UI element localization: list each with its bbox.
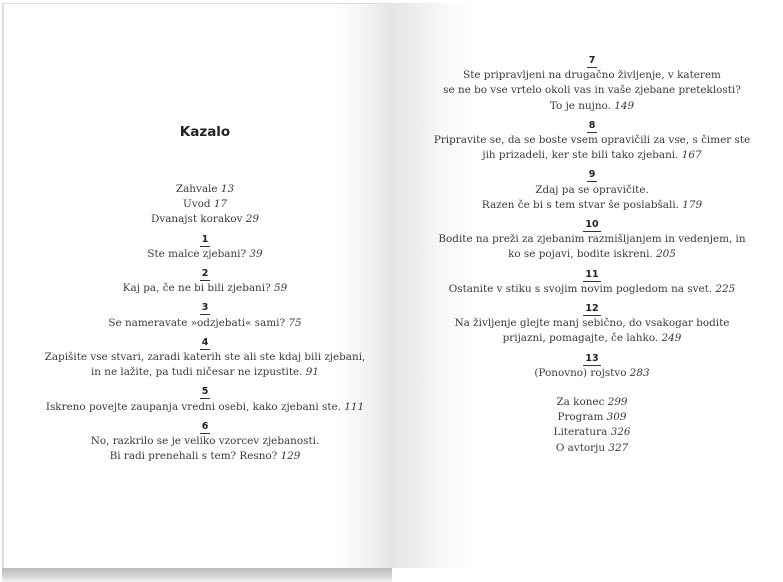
chapter-title-line	[0, 434, 410, 449]
chapter-number: 6	[201, 420, 209, 432]
chapter-entry	[392, 297, 783, 347]
entry-title: Za konec	[556, 396, 605, 409]
chapter-entry	[392, 49, 783, 114]
toc-entry	[0, 212, 410, 227]
page-number: 309	[606, 411, 627, 424]
page-number: 149	[614, 99, 635, 112]
chapter-number-row	[392, 114, 783, 133]
chapter-title-text: se ne bo vse vrtelo okoli vas in vaše zjebane preteklosti?	[443, 84, 741, 97]
chapter-title-text: Zapišite vse stvari, zaradi katerih ste ali ste kdaj bili zjebani,	[44, 351, 366, 364]
chapter-number-row	[392, 163, 783, 182]
page-number: 327	[608, 441, 629, 454]
chapter-title-text: No, razkrilo se je veliko vzorcev zjebanosti.	[90, 435, 320, 448]
chapter-title-text: To je nujno.	[549, 99, 611, 112]
chapter-number-row	[0, 262, 410, 281]
chapter-title-text: (Ponovno) rojstvo	[534, 366, 627, 379]
chapter-number-row	[0, 228, 410, 247]
chapter-entry	[0, 262, 410, 296]
page-number: 283	[629, 366, 650, 379]
chapter-title-text: Ste malce zjebani?	[147, 247, 247, 260]
chapter-number-row	[392, 347, 783, 366]
page-number: 29	[245, 213, 259, 226]
chapter-number-row	[0, 380, 410, 399]
chapter-title-text: Zdaj pa se opravičite.	[535, 183, 649, 196]
chapter-number: 1	[201, 233, 209, 245]
chapter-entry	[392, 163, 783, 213]
chapter-number: 3	[201, 302, 209, 314]
left-page-contents	[0, 182, 410, 464]
page-number: 129	[280, 450, 301, 463]
entry-title: Zahvale	[175, 183, 218, 195]
chapter-title-text: Ste pripravljeni na drugačno življenje, v katerem	[463, 69, 721, 82]
chapter-title-line	[392, 148, 783, 163]
chapter-title-line	[0, 400, 410, 415]
chapter-title-text: Razen če bi s tem stvar še poslabšali.	[481, 198, 679, 211]
chapter-title-line	[0, 316, 410, 331]
chapter-title-text: Se nameravate »odzjebati« sami?	[108, 316, 286, 329]
chapter-title-line	[392, 331, 783, 346]
chapter-title-text: Iskreno povejte zaupanja vredni osebi, kako zjebani ste.	[45, 400, 341, 413]
chapter-entry	[0, 296, 410, 330]
chapter-number: 4	[201, 336, 209, 348]
entry-title: Uvod	[182, 198, 211, 211]
chapter-number: 13	[585, 352, 599, 364]
chapter-title-line	[392, 282, 783, 297]
page-number: 167	[681, 149, 702, 162]
chapter-entry	[392, 263, 783, 297]
chapter-title-line	[392, 183, 783, 198]
chapter-title-line	[392, 133, 783, 148]
chapter-number: 12	[585, 303, 599, 315]
toc-entry	[392, 425, 783, 440]
chapter-number-row	[0, 331, 410, 350]
chapter-title-line	[0, 247, 410, 262]
page-number: 326	[610, 426, 631, 439]
page-number: 75	[288, 316, 302, 329]
page-number: 91	[305, 366, 320, 379]
chapter-number: 11	[585, 268, 599, 280]
chapter-title-text: jih prizadeli, ker ste bili tako zjebani.	[482, 149, 679, 162]
chapter-title-text: in ne lažite, pa tudi ničesar ne izpustite.	[90, 366, 303, 379]
chapter-title-line	[392, 198, 783, 213]
chapter-title-line	[0, 449, 410, 464]
back-matter-list	[392, 395, 783, 456]
chapter-title-line	[392, 316, 783, 331]
chapter-number-row	[392, 49, 783, 68]
page-number: 59	[273, 282, 288, 295]
chapter-title-text: Kaj pa, če ne bi bili zjebani?	[122, 282, 271, 295]
chapter-title-text: prijazni, pomagajte, če lahko.	[502, 332, 659, 345]
chapter-title-line	[0, 350, 410, 365]
entry-title: Dvanajst korakov	[151, 213, 243, 226]
entry-title: Program	[557, 411, 604, 424]
chapter-title-line	[392, 247, 783, 262]
chapter-entry	[0, 228, 410, 262]
page-number: 111	[344, 400, 365, 413]
toc-entry	[392, 441, 783, 456]
chapter-entry	[0, 415, 410, 465]
chapter-entry	[392, 347, 783, 381]
chapter-entry	[0, 380, 410, 414]
chapter-title-line	[392, 232, 783, 247]
chapter-title-text: Pripravite se, da se boste vsem opravičili za vse, s čimer ste	[433, 134, 751, 147]
chapter-title-text: Bi radi prenehali s tem? Resno?	[109, 450, 278, 463]
page-number: 225	[715, 282, 736, 295]
chapter-title-line	[0, 365, 410, 380]
chapter-number-row	[0, 415, 410, 434]
page-number: 13	[220, 183, 235, 195]
right-page-contents	[392, 49, 783, 456]
chapter-title-line	[0, 281, 410, 296]
chapter-number-row	[0, 296, 410, 315]
chapter-title-line	[392, 99, 783, 114]
chapter-number-row	[392, 263, 783, 282]
chapter-entry	[392, 213, 783, 263]
chapter-title-text: ko se pojavi, bodite iskreni.	[508, 248, 653, 261]
entry-title: O avtorju	[555, 441, 606, 454]
page-number: 205	[656, 248, 676, 261]
chapter-title-text: Ostanite v stiku s svojim novim pogledom na svet.	[448, 282, 713, 295]
chapter-list	[392, 49, 783, 381]
page-shadow	[2, 568, 392, 582]
page-number: 39	[249, 247, 263, 260]
front-matter-list	[0, 182, 410, 228]
chapter-number-row	[392, 213, 783, 232]
page-number: 17	[213, 198, 228, 211]
chapter-title-text: Bodite na preži za zjebanim razmišljanjem in vedenjem, in	[438, 233, 746, 246]
chapter-number: 2	[201, 268, 209, 280]
toc-entry	[392, 410, 783, 425]
chapter-title-line	[392, 68, 783, 83]
chapter-title-line	[392, 366, 783, 381]
chapter-entry	[0, 331, 410, 381]
chapter-list	[0, 228, 410, 465]
chapter-entry	[392, 114, 783, 164]
page-number: 299	[607, 396, 628, 409]
page-number: 179	[682, 198, 703, 211]
chapter-number: 8	[588, 119, 596, 131]
chapter-number: 5	[201, 386, 209, 398]
chapter-title-line	[392, 83, 783, 98]
toc-entry	[392, 395, 783, 410]
chapter-title-text: Na življenje glejte manj sebično, do vsakogar bodite	[454, 317, 730, 330]
toc-entry	[0, 182, 410, 197]
toc-title: Kazalo	[179, 124, 231, 140]
page-number: 249	[661, 332, 682, 345]
spacer	[392, 381, 783, 395]
chapter-number: 7	[588, 55, 596, 66]
toc-entry	[0, 197, 410, 212]
chapter-number-row	[392, 297, 783, 316]
entry-title: Literatura	[553, 426, 608, 439]
chapter-number: 10	[585, 219, 599, 231]
chapter-number: 9	[588, 169, 596, 181]
